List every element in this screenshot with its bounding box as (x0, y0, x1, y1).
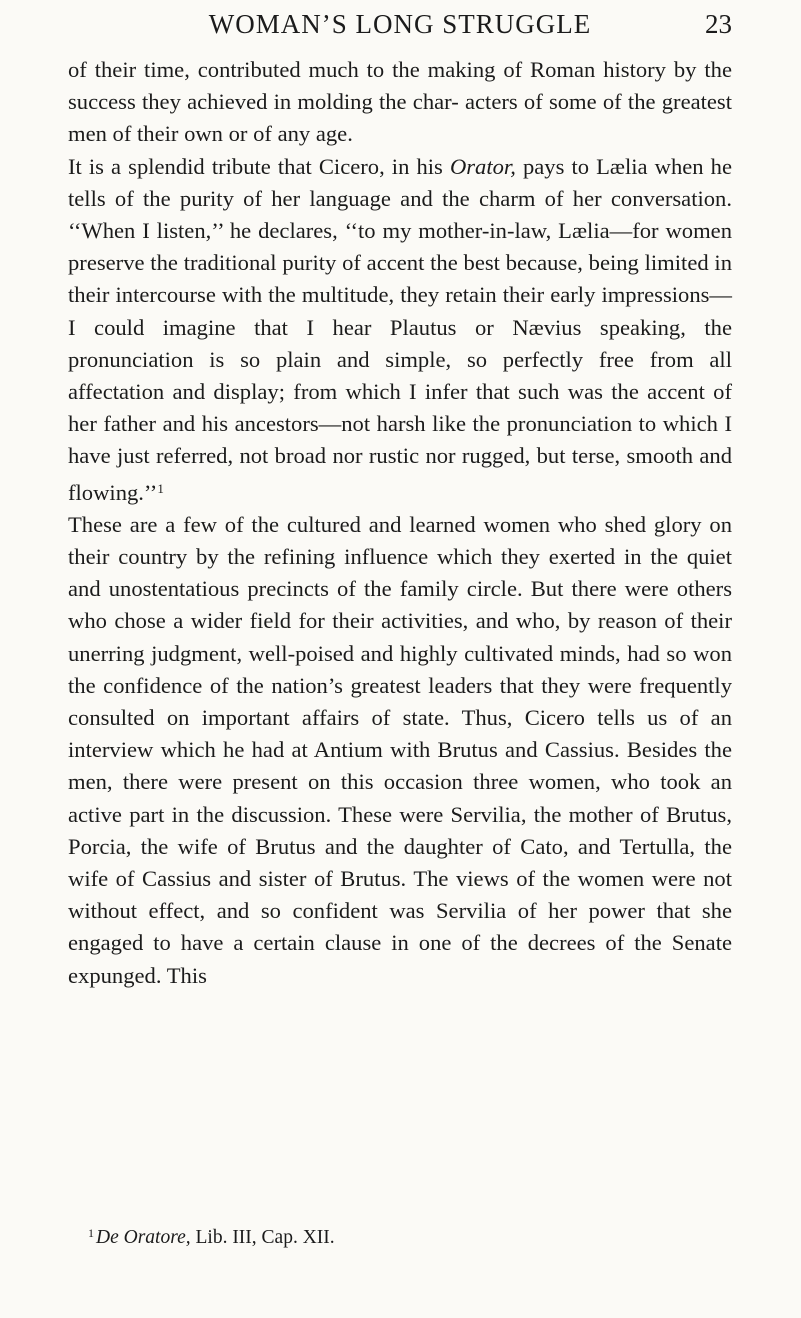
text-run: It is a splendid tribute that Cicero, in his (68, 153, 450, 179)
paragraph-cultured-women (68, 509, 732, 992)
page-number: 23 (705, 9, 732, 39)
text-line: of their time, contributed much to the making of Roman (68, 57, 604, 82)
running-title: WOMAN’S LONG STRUGGLE (208, 9, 592, 39)
paragraph-continuation (68, 54, 732, 151)
text-line: any age. (277, 121, 353, 147)
text-line: acters of some of the greatest men of their own or of (68, 89, 732, 147)
footnote (88, 1220, 335, 1251)
footnote-work-title: De Oratore, (96, 1227, 191, 1248)
text-line: history by the success they achieved in molding the char- (68, 57, 732, 115)
footnote-marker: 1 (88, 1226, 94, 1240)
footnote-citation: Lib. III, Cap. XII. (190, 1227, 335, 1248)
paragraph-cicero-laelia (68, 151, 732, 509)
text-run: These are a few of the cultured and learned women who shed glory on their country by the refining influence which they exerted in the quiet and unostentatious precincts of the family circle. But there were others who chose a wider field for their activities, and who, by reason of their unerring judgment, well-poised and highly cultivated minds, had so won the confidence of the nation’s greatest leaders that they were frequently consulted on important affairs of state. Thus, Cicero tells us of an interview which he had at Antium with Brutus and Cassius. Besides the men, there were present on this occasion three women, who took an active part in the discussion. These were Servilia, the mother of Brutus, Porcia, the wife of Brutus and the daughter of Cato, and Tertulla, the wife of Cassius and sister of Brutus. The views of the women were not without effect, and so confident was Servilia of her power that she engaged to have a certain clause in one of the decrees of the Senate expunged. This (68, 511, 732, 988)
page-header (68, 4, 732, 44)
work-title-orator: Orator, (449, 153, 516, 179)
body-text (68, 54, 732, 992)
footnote-reference: 1 (157, 480, 164, 496)
text-run: pays to Lælia when he tells of the purity of her language and the charm of her conversation. ‘‘When I listen,’’ he declares, ‘‘to my mother-in-law, Lælia—for women preserve the traditional purity of accent the best because, being limited in their intercourse with the multitude, they retain their early impressions—I could imagine that I hear Plautus or Nævius speaking, the pronunciation is so plain and simple, so perfectly free from all affectation and display; from which I infer that such was the accent of her father and his ancestors—not harsh like the pronunciation to which I have just referred, not broad nor rustic nor rugged, but terse, smooth and flowing.’’ (68, 153, 733, 505)
